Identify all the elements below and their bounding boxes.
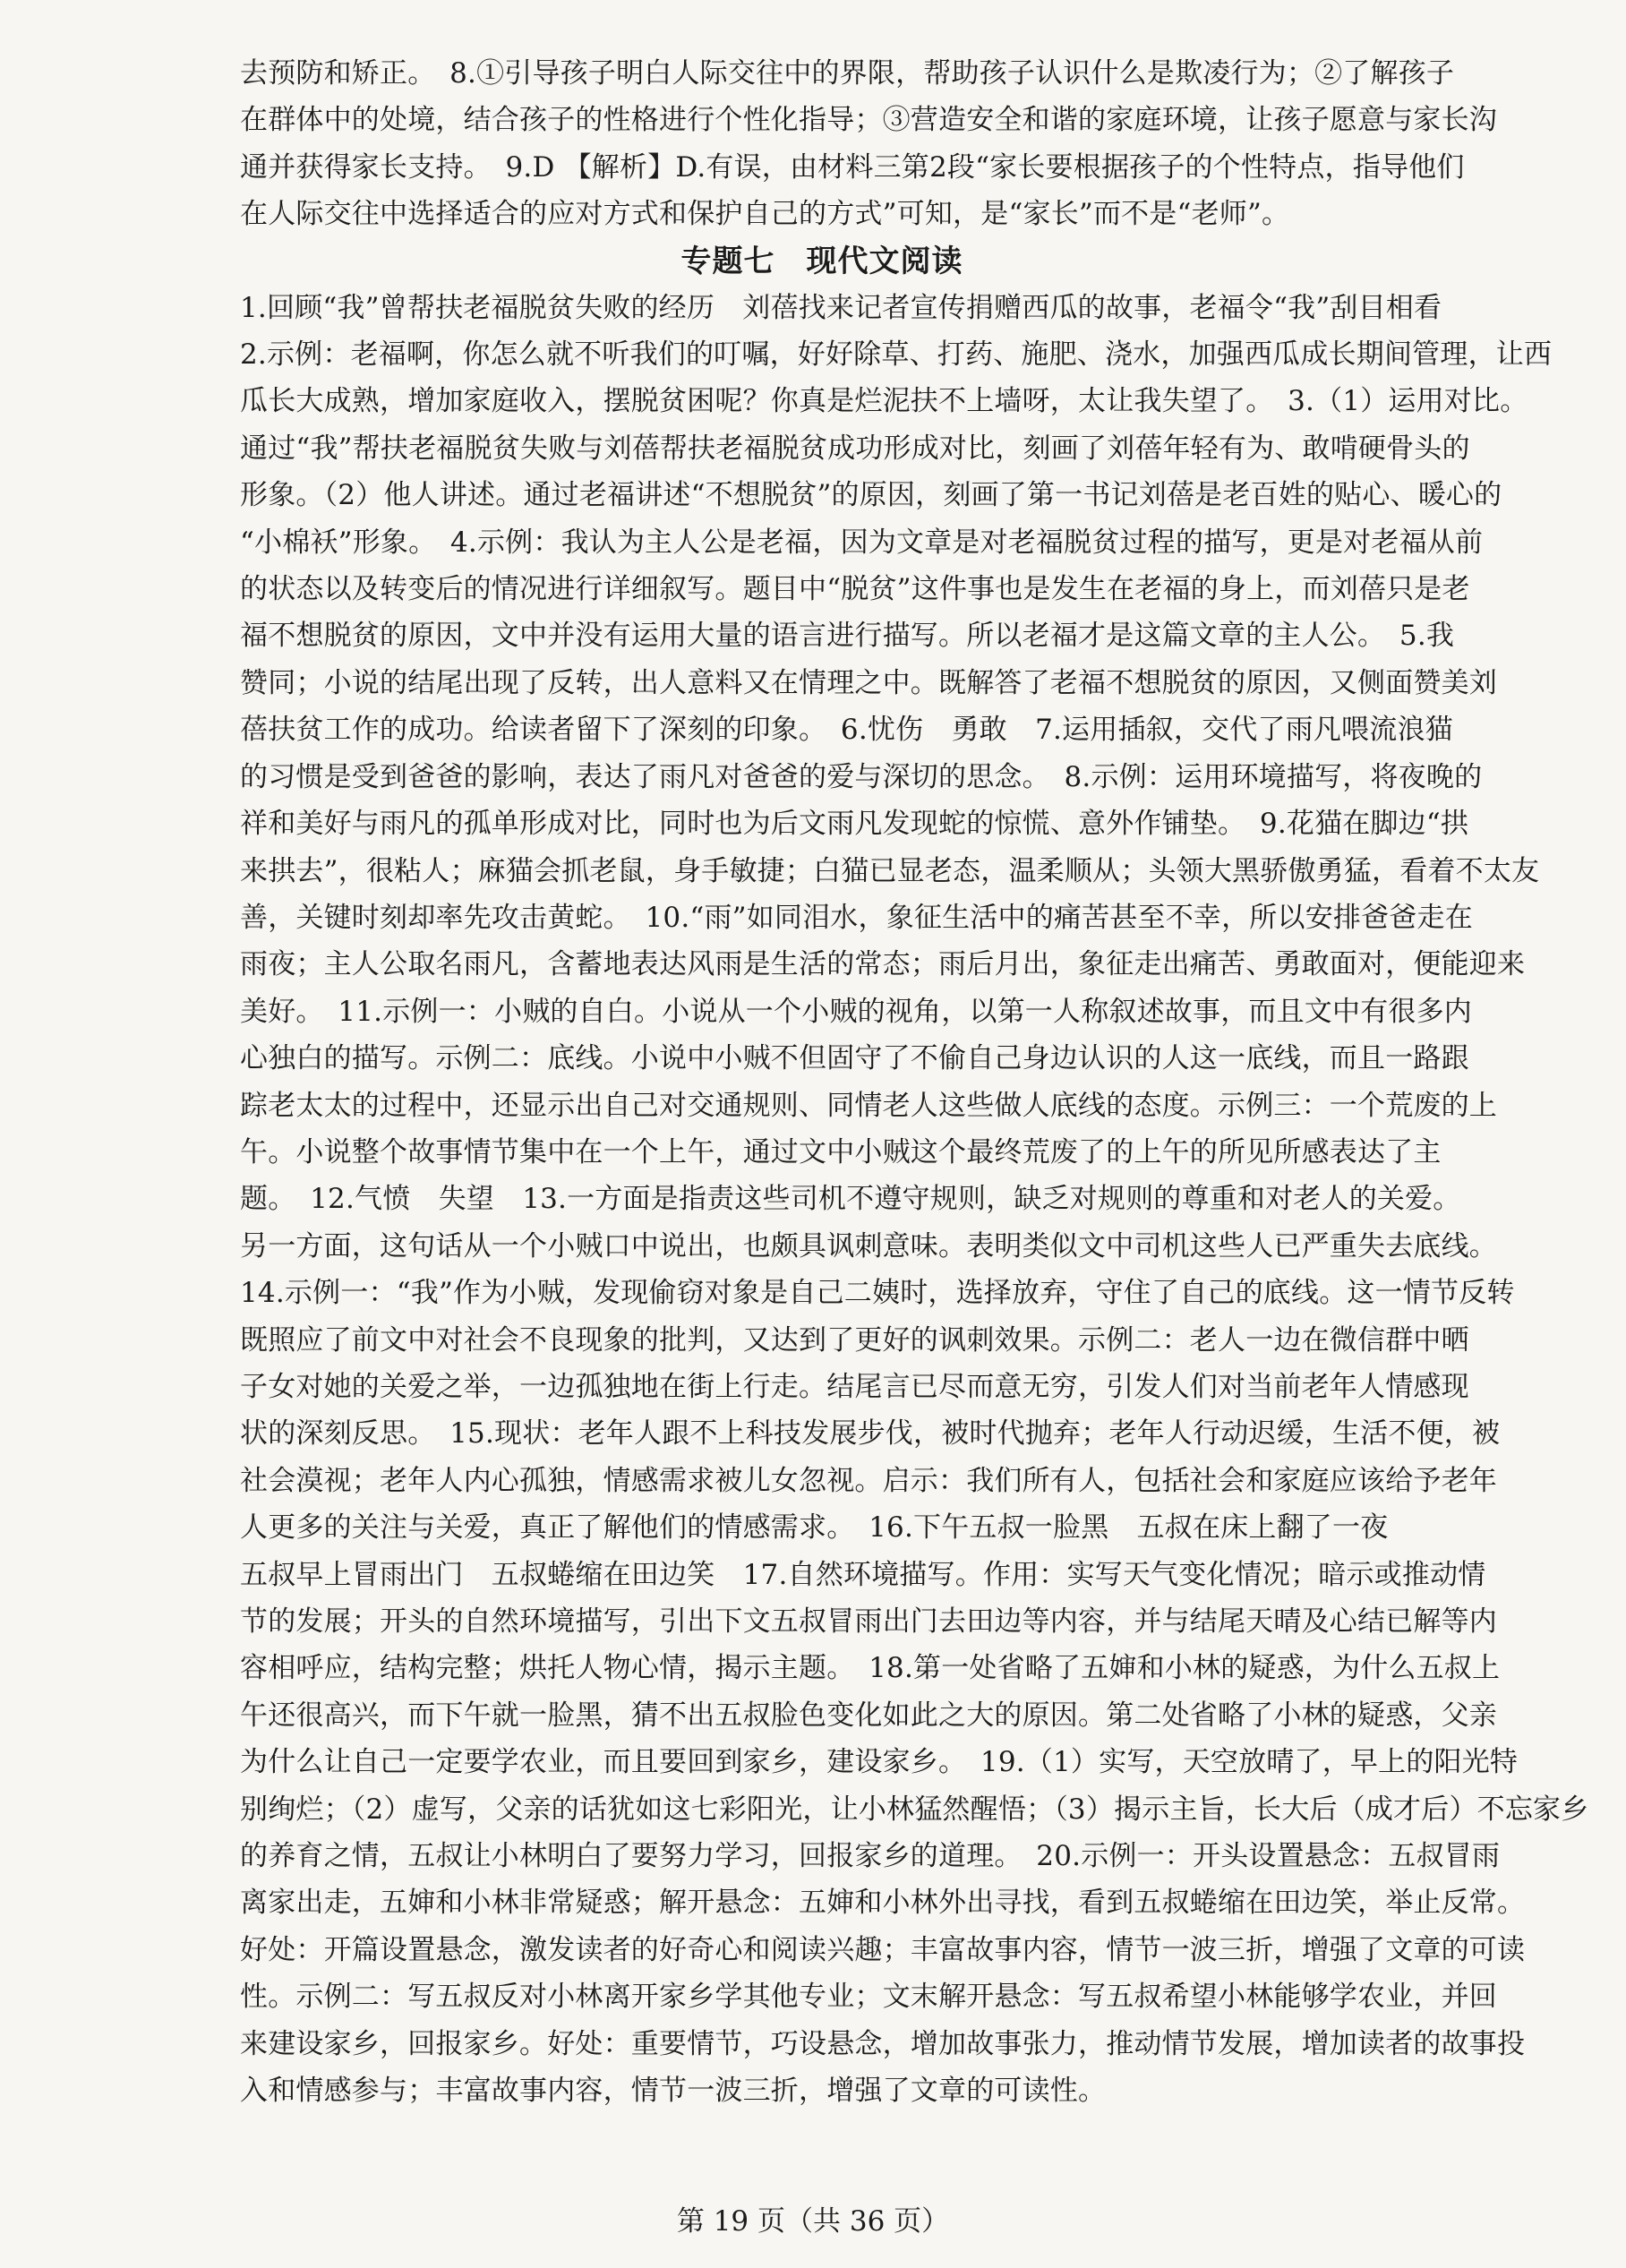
text-line: 别绚烂；（2）虚写，父亲的话犹如这七彩阳光，让小林猛然醒悟；（3）揭示主旨，长大后（成才后）不忘家乡 xyxy=(240,1793,1589,1826)
text-line: 善，关键时刻却率先攻击黄蛇。 10.“雨”如同泪水，象征生活中的痛苦甚至不幸，所以安排爸爸走在 xyxy=(240,901,1473,934)
text-line: 在人际交往中选择适合的应对方式和保护自己的方式”可知，是“家长”而不是“老师”。 xyxy=(240,198,1290,231)
text-line: 容相呼应，结构完整；烘托人物心情，揭示主题。 18.第一处省略了五婶和小林的疑惑，为什么五叔上 xyxy=(240,1652,1501,1685)
text-line: 五叔早上冒雨出门 五叔蜷缩在田边笑 17.自然环境描写。作用：实写天气变化情况；暗示或推动情 xyxy=(240,1558,1486,1591)
text-line: “小棉袄”形象。 4.示例：我认为主人公是老福，因为文章是对老福脱贫过程的描写，更是对老福从前 xyxy=(240,526,1484,559)
text-line: 社会漠视；老年人内心孤独，情感需求被儿女忽视。启示：我们所有人，包括社会和家庭应该给予老年 xyxy=(240,1464,1497,1497)
answers-paragraph xyxy=(240,285,1589,2115)
text-line: 的养育之情，五叔让小林明白了要努力学习，回报家乡的道理。 20.示例一：开头设置悬念：五叔冒雨 xyxy=(240,1840,1501,1873)
text-line: 通并获得家长支持。 9.D 【解析】D.有误，由材料三第2段“家长要根据孩子的个性特点，指导他们 xyxy=(240,150,1465,184)
text-line: 为什么让自己一定要学农业，而且要回到家乡，建设家乡。 19.（1）实写，天空放晴了，早上的阳光特 xyxy=(240,1746,1519,1779)
text-line: 离家出走，五婶和小林非常疑惑；解开悬念：五婶和小林外出寻找，看到五叔蜷缩在田边笑，举止反常。 xyxy=(240,1887,1526,1920)
text-line: 形象。（2）他人讲述。通过老福讲述“不想脱贫”的原因，刻画了第一书记刘蓓是老百姓的贴心、暖心的 xyxy=(240,479,1502,512)
text-line: 的习惯是受到爸爸的影响，表达了雨凡对爸爸的爱与深切的思念。 8.示例：运用环境描写，将夜晚的 xyxy=(240,760,1483,793)
text-line: 的状态以及转变后的情况进行详细叙写。题目中“脱贫”这件事也是发生在老福的身上，而刘蓓只是老 xyxy=(240,573,1470,606)
text-line: 通过“我”帮扶老福脱贫失败与刘蓓帮扶老福脱贫成功形成对比，刻画了刘蓓年轻有为、敢啃硬骨头的 xyxy=(240,432,1470,465)
text-line: 来建设家乡，回报家乡。好处：重要情节，巧设悬念，增加故事张力，推动情节发展，增加读者的故事投 xyxy=(240,2027,1526,2060)
text-line: 14.示例一：“我”作为小贼，发现偷窃对象是自己二姨时，选择放弃，守住了自己的底线。这一情节反转 xyxy=(240,1277,1515,1310)
text-line: 子女对她的关爱之举，一边孤独地在街上行走。结尾言已尽而意无穷，引发人们对当前老年人情感现 xyxy=(240,1370,1469,1403)
text-line: 午还很高兴，而下午就一脸黑，猜不出五叔脸色变化如此之大的原因。第二处省略了小林的疑惑，父亲 xyxy=(240,1699,1497,1732)
text-line: 人更多的关注与关爱，真正了解他们的情感需求。 16.下午五叔一脸黑 五叔在床上翻了一夜 xyxy=(240,1511,1389,1545)
intro-paragraph xyxy=(240,50,1497,238)
text-line: 祥和美好与雨凡的孤单形成对比，同时也为后文雨凡发现蛇的惊慌、意外作铺垫。 9.花猫在脚边“拱 xyxy=(240,808,1469,841)
text-line: 午。小说整个故事情节集中在一个上午，通过文中小贼这个最终荒废了的上午的所见所感表达了主 xyxy=(240,1135,1442,1168)
text-line: 状的深刻反思。 15.现状：老年人跟不上科技发展步伐，被时代抛弃；老年人行动迟缓，生活不便，被 xyxy=(240,1417,1501,1451)
text-line: 既照应了前文中对社会不良现象的批判，又达到了更好的讽刺效果。示例二：老人一边在微信群中晒 xyxy=(240,1323,1469,1357)
text-line: 2.示例：老福啊，你怎么就不听我们的叮嘱，好好除草、打药、施肥、浇水，加强西瓜成长期间管理，让西 xyxy=(240,338,1553,372)
text-line: 雨夜；主人公取名雨凡，含蓄地表达风雨是生活的常态；雨后月出，象征走出痛苦、勇敢面对，便能迎来 xyxy=(240,948,1526,981)
text-line: 蓓扶贫工作的成功。给读者留下了深刻的印象。 6.忧伤 勇敢 7.运用插叙，交代了雨凡喂流浪猫 xyxy=(240,714,1453,747)
text-line: 在群体中的处境，结合孩子的性格进行个性化指导；③营造安全和谐的家庭环境，让孩子愿意与家长沟 xyxy=(240,104,1497,137)
text-line: 题。 12.气愤 失望 13.一方面是指责这些司机不遵守规则，缺乏对规则的尊重和对老人的关爱。 xyxy=(240,1183,1461,1216)
text-line: 赞同；小说的结尾出现了反转，出人意料又在情理之中。既解答了老福不想脱贫的原因，又侧面赞美刘 xyxy=(240,666,1497,699)
text-line: 另一方面，这句话从一个小贼口中说出，也颇具讽刺意味。表明类似文中司机这些人已严重失去底线。 xyxy=(240,1229,1497,1262)
text-line: 入和情感参与；丰富故事内容，情节一波三折，增强了文章的可读性。 xyxy=(240,2075,1107,2108)
text-line: 好处：开篇设置悬念，激发读者的好奇心和阅读兴趣；丰富故事内容，情节一波三折，增强了文章的可读 xyxy=(240,1933,1526,1966)
text-line: 福不想脱贫的原因，文中并没有运用大量的语言进行描写。所以老福才是这篇文章的主人公。 5.我 xyxy=(240,620,1455,653)
page-footer: 第 19 页（共 36 页） xyxy=(676,2205,950,2238)
text-line: 1.回顾“我”曾帮扶老福脱贫失败的经历 刘蓓找来记者宣传捐赠西瓜的故事，老福令“我”刮目相看 xyxy=(240,291,1442,324)
text-line: 心独白的描写。示例二：底线。小说中小贼不但固守了不偷自己身边认识的人这一底线，而且一路跟 xyxy=(240,1042,1469,1075)
answer-content xyxy=(240,50,1589,2114)
text-line: 去预防和矫正。 8.①引导孩子明白人际交往中的界限，帮助孩子认识什么是欺凌行为；②了解孩子 xyxy=(240,57,1455,90)
section-title: 专题七 现代文阅读 xyxy=(680,243,963,279)
text-line: 踪老太太的过程中，还显示出自己对交通规则、同情老人这些做人底线的态度。示例三：一个荒废的上 xyxy=(240,1089,1497,1122)
text-line: 来拱去”，很粘人；麻猫会抓老鼠，身手敏捷；白猫已显老态，温柔顺从；头领大黑骄傲勇猛，看着不太友 xyxy=(240,854,1540,887)
text-line: 瓜长大成熟，增加家庭收入，摆脱贫困呢？你真是烂泥扶不上墙呀，太让我失望了。 3.（1）运用对比。 xyxy=(240,385,1528,418)
text-line: 美好。 11.示例一：小贼的自白。小说从一个小贼的视角，以第一人称叙述故事，而且文中有很多内 xyxy=(240,995,1472,1028)
text-line: 节的发展；开头的自然环境描写，引出下文五叔冒雨出门去田边等内容，并与结尾天晴及心结已解等内 xyxy=(240,1605,1497,1638)
text-line: 性。示例二：写五叔反对小林离开家乡学其他专业；文末解开悬念：写五叔希望小林能够学农业，并回 xyxy=(240,1981,1497,2014)
